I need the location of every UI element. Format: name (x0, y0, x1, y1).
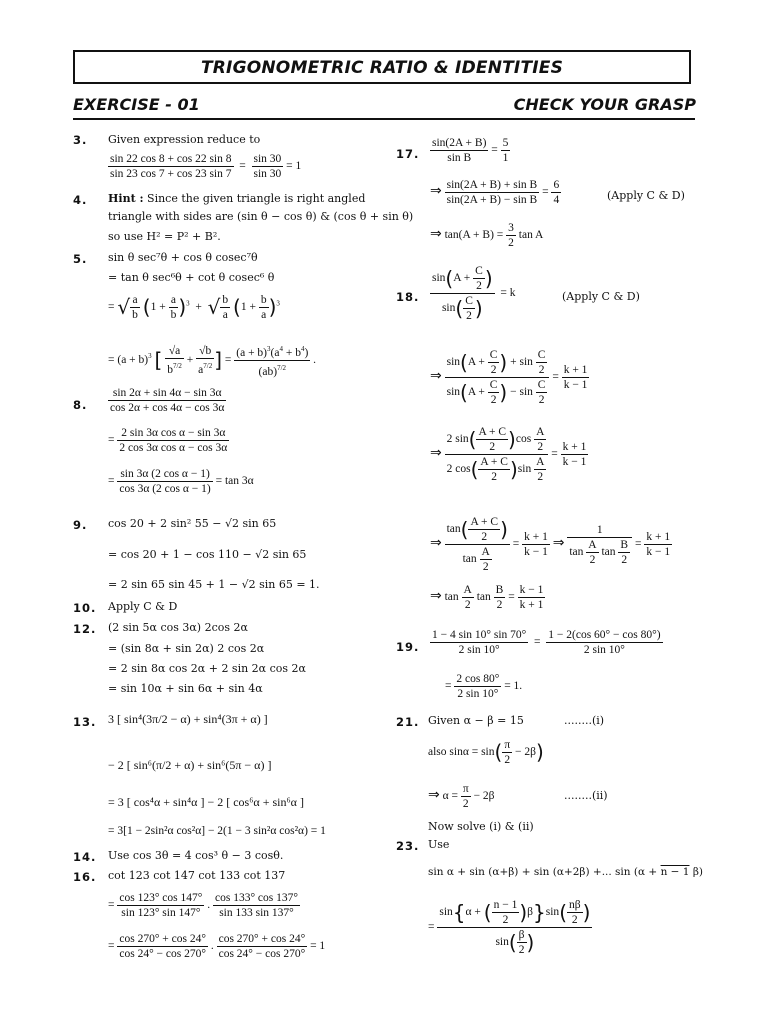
q19-line1: $\frac{1 - 4 \sin 10^\circ \sin 70^\circ}{2 \sin 10^\circ}$ = $\frac{1 - 2(\cos 60^\circ - \cos 80^\circ)}{2 \sin 10^\circ}$ (432, 629, 661, 656)
q4-line3: so use H² = P² + B². (108, 230, 221, 243)
q18-line2: ⇒ sin(A + $\frac{C}{2}$ ) + sin $\frac{C}{2}$ sin(A + $\frac{C}{2}$ ) − sin $\frac{C}{2}$ = $\frac{k + 1}{k - 1}$ (430, 349, 588, 406)
q14-text: Use cos 3θ = 4 cos³ θ − 3 cosθ. (108, 849, 284, 862)
q13-number: 13. (73, 715, 97, 729)
q10-text: Apply C & D (108, 600, 178, 613)
q5-line1: sin θ sec⁷θ + cos θ cosec⁷θ (108, 251, 258, 264)
q13-line3: = 3 [ cos⁴α + sin⁴α ] − 2 [ cos⁶α + sin⁶α ] (108, 795, 304, 809)
q19-line2: = $\frac{2 \cos 80^\circ}{2 \sin 10^\circ}$ = 1. (445, 673, 523, 700)
q12-line2: = (sin 8α + sin 2α) 2 cos 2α (108, 642, 265, 655)
q8-line2: = $\frac{\text{2 sin 3α cos α − sin 3α}}{\text{2 cos 3α cos α − cos 3α}}$ (108, 427, 228, 454)
q17-line2: ⇒ $\frac{\text{sin(2A + B) + sin B}}{\text{sin(2A + B) − sin B}}$ = $\frac{6}{4}$ (430, 179, 560, 206)
q18-line1: sin(A + $\frac{C}{2}$ ) sin( $\frac{C}{2}$ ) = k (432, 265, 516, 322)
q19-number: 19. (396, 640, 420, 654)
q21-line3: ⇒ α = $\frac{\pi}{2}$ − 2β (428, 783, 495, 810)
q4-line2: triangle with sides are (sin θ − cos θ) & (cos θ + sin θ) (108, 210, 414, 223)
q9-line2: = cos 20 + 1 − cos 110 − √2 sin 65 (108, 548, 307, 561)
q13-line4: = 3[1 − 2sin²α cos²α] − 2(1 − 3 sin²α cos²α) = 1 (108, 825, 326, 837)
q16-line3: = $\frac{\cos 270^\circ + \cos 24^\circ}{\cos 24^\circ - \cos 270^\circ}$ . $\frac{\cos 270^\circ + \cos 24^\circ}{\cos 24^\circ - \cos 270^\circ}$ = 1 (108, 933, 326, 960)
q18-number: 18. (396, 290, 420, 304)
q21-line2: also sinα = sin( $\frac{\pi}{2}$ − 2β) (428, 739, 544, 766)
q9-line1: cos 20 + 2 sin² 55 − √2 sin 65 (108, 517, 277, 530)
q12-line4: = sin 10α + sin 6α + sin 4α (108, 682, 263, 695)
q17-line1: $\frac{\sin(2A + B)}{\text{sin B}}$ = $\frac{5}{1}$ (432, 137, 509, 164)
q23-number: 23. (396, 839, 420, 853)
title-box (73, 50, 691, 84)
q4-number: 4. (73, 193, 88, 207)
exercise-label: EXERCISE - 01 (73, 95, 200, 114)
q13-line1: 3 [ sin⁴(3π/2 − α) + sin⁴(3π + α) ] (108, 712, 268, 726)
q3-intro: Given expression reduce to (108, 133, 261, 146)
q23-line3: = sin{α + ( $\frac{n - 1}{2}$ )β}sin( $\frac{n\beta}{2}$ ) sin( $\frac{\beta}{2}$ ) (428, 899, 591, 956)
q12-number: 12. (73, 622, 97, 636)
q21-line1: Given α − β = 15 (428, 714, 524, 727)
q23-line1: Use (428, 838, 450, 851)
q23-line2: sin α + sin (α+β) + sin (α+2β) +... sin (α + n − 1 β) (428, 866, 703, 878)
q3-number: 3. (73, 133, 88, 147)
header-rule (73, 118, 695, 120)
page-title: TRIGONOMETRIC RATIO & IDENTITIES (200, 58, 564, 78)
q17-line3: ⇒ tan(A + B) = $\frac{3}{2}$ tan A (430, 222, 544, 249)
q8-line3: = $\frac{\text{sin 3α (2 cos α − 1)}}{\text{cos 3α (2 cos α − 1)}}$ = tan 3α (108, 468, 254, 495)
q21-marker2: ........(ii) (564, 789, 608, 802)
q21-line4: Now solve (i) & (ii) (428, 820, 534, 833)
q5-line3: = √ $\frac{a}{b}$ (1 + $\frac{a}{b}$ )$^3$ + √ $\frac{b}{a}$ (1 + $\frac{b}{a}$ )$^3$ (108, 294, 280, 321)
q18-line4: ⇒ tan( $\frac{A + C}{2}$ ) tan $\frac{A}{2}$ = $\frac{k + 1}{k - 1}$ ⇒ 1 tan $\frac{A}{2}$ tan $\frac{B}{2}$ = $\frac{k + 1}{k - 1}$ (430, 516, 671, 573)
q10-number: 10. (73, 601, 97, 615)
q8-number: 8. (73, 398, 88, 412)
q17-note: (Apply C & D) (607, 189, 685, 202)
q5-line2: = tan θ sec⁶θ + cot θ cosec⁶ θ (108, 271, 275, 284)
q16-line1: cot 123 cot 147 cot 133 cot 137 (108, 869, 286, 882)
q14-number: 14. (73, 850, 97, 864)
q5-line4: = $(a + b)^3$ [ $\frac{√a}{b^{7/2}}$ + $\frac{√b}{a^{7/2}}$ ] = $\frac{(a + b)^3(a^4 + b^4)}{(ab)^{7/2}}$ . (108, 342, 316, 379)
q16-line2: = $\frac{\cos 123^\circ \cos 147^\circ}{\sin 123^\circ \sin 147^\circ}$ . $\frac{\cos 133^\circ \cos 137^\circ}{\sin 133 \sin 137^\circ}$ (108, 892, 298, 919)
q5-number: 5. (73, 252, 88, 266)
q4-line1: Hint : Since the given triangle is right angled (108, 192, 366, 205)
q13-line2: − 2 [ sin⁶(π/2 + α) + sin⁶(5π − α) ] (108, 758, 272, 772)
q18-line5: ⇒ tan $\frac{A}{2}$ tan $\frac{B}{2}$ = $\frac{k - 1}{k + 1}$ (430, 584, 544, 611)
q3-expression: $\frac{\sin 22 \cos 8 + \cos 22 \sin 8}{\sin 23 \cos 7 + \cos 23 \sin 7}$ = $\frac{\sin 30}{\sin 30}$ = 1 (110, 153, 302, 180)
q12-line3: = 2 sin 8α cos 2α + 2 sin 2α cos 2α (108, 662, 306, 675)
q17-number: 17. (396, 147, 420, 161)
q18-note: (Apply C & D) (562, 290, 640, 303)
q9-line3: = 2 sin 65 sin 45 + 1 − √2 sin 65 = 1. (108, 578, 320, 591)
q18-line3: ⇒ 2 sin( $\frac{A + C}{2}$ )cos $\frac{A}{2}$ 2 cos( $\frac{A + C}{2}$ )sin $\frac{A}{2}$ = $\frac{k + 1}{k - 1}$ (430, 426, 587, 483)
q12-line1: (2 sin 5α cos 3α) 2cos 2α (108, 621, 248, 634)
q16-number: 16. (73, 870, 97, 884)
q9-number: 9. (73, 518, 88, 532)
q8-line1: $\frac{\sin 2\alpha + \sin 4\alpha - \sin 3\alpha}{\cos 2\alpha + \cos 4\alpha - \cos 3\alpha}$ (110, 387, 225, 414)
q21-number: 21. (396, 715, 420, 729)
q21-marker1: ........(i) (564, 714, 605, 727)
check-grasp-label: CHECK YOUR GRASP (513, 95, 696, 114)
